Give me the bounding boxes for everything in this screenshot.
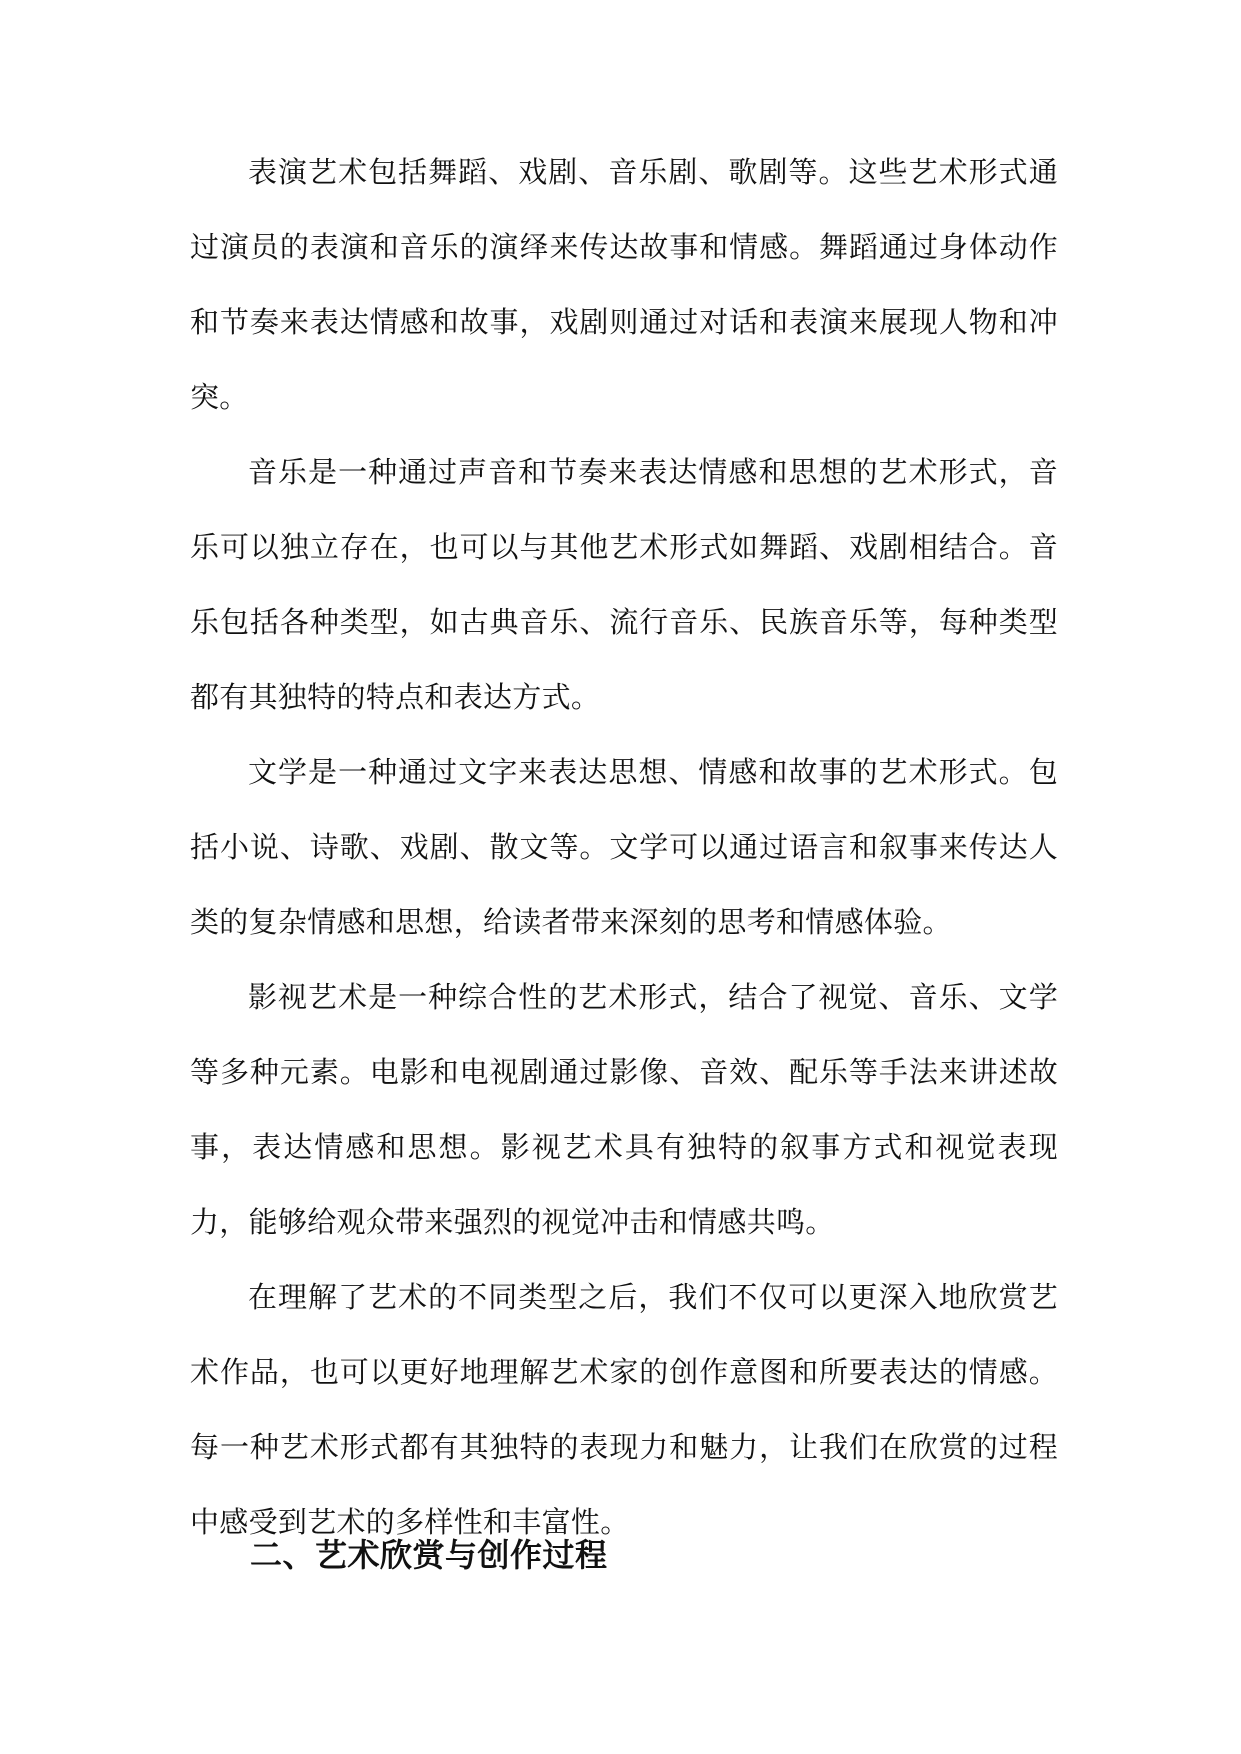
paragraph-summary: 在理解了艺术的不同类型之后，我们不仅可以更深入地欣赏艺术作品，也可以更好地理解艺术家的创作意图和所要表达的情感。每一种艺术形式都有其独特的表现力和魅力，让我们在欣赏的过程中感受到艺术的多样性和丰富性。 bbox=[190, 1280, 1058, 1539]
paragraph-literature: 文学是一种通过文字来表达思想、情感和故事的艺术形式。包括小说、诗歌、戏剧、散文等。文学可以通过语言和叙事来传达人类的复杂情感和思想，给读者带来深刻的思考和情感体验。 bbox=[190, 755, 1058, 939]
paragraph-performing-arts: 表演艺术包括舞蹈、戏剧、音乐剧、歌剧等。这些艺术形式通过演员的表演和音乐的演绎来传达故事和情感。舞蹈通过身体动作和节奏来表达情感和故事，戏剧则通过对话和表演来展现人物和冲突。 bbox=[190, 155, 1058, 414]
section-heading: 二、艺术欣赏与创作过程 bbox=[250, 1536, 608, 1574]
paragraph-music: 音乐是一种通过声音和节奏来表达情感和思想的艺术形式，音乐可以独立存在，也可以与其他艺术形式如舞蹈、戏剧相结合。音乐包括各种类型，如古典音乐、流行音乐、民族音乐等，每种类型都有其独特的特点和表达方式。 bbox=[190, 455, 1058, 714]
paragraph-film-tv: 影视艺术是一种综合性的艺术形式，结合了视觉、音乐、文学等多种元素。电影和电视剧通过影像、音效、配乐等手法来讲述故事，表达情感和思想。影视艺术具有独特的叙事方式和视觉表现力，能够给观众带来强烈的视觉冲击和情感共鸣。 bbox=[190, 980, 1058, 1239]
document-body bbox=[190, 135, 1058, 1560]
